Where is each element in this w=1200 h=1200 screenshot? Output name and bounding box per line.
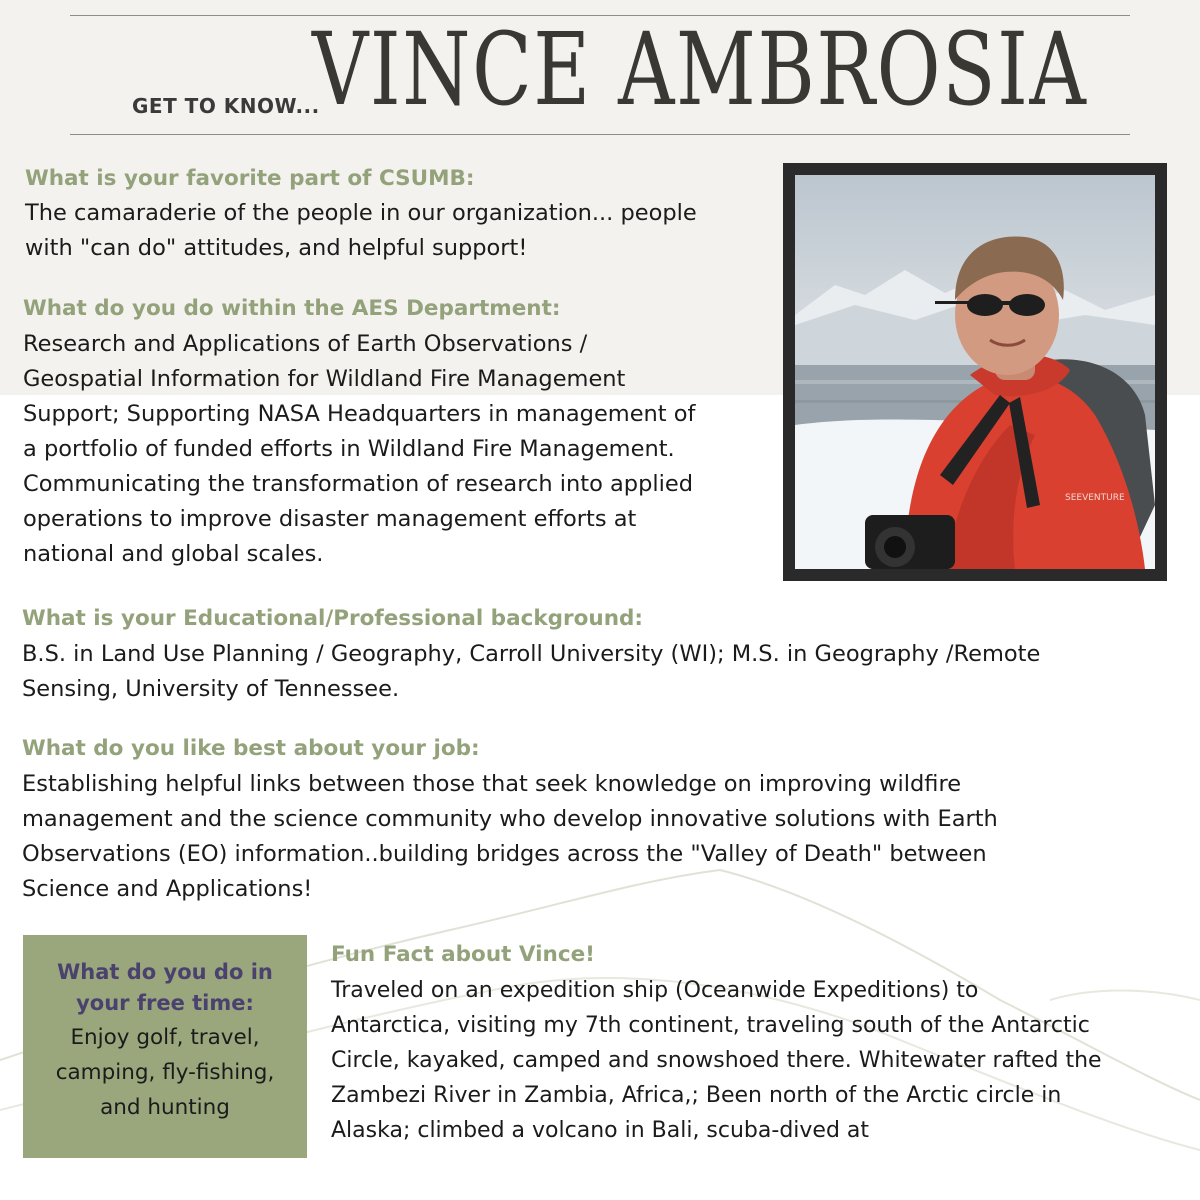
portrait-photo-frame [783,163,1167,581]
answer-aes-department: Research and Applications of Earth Observations / Geospatial Information for Wildland Fire Management Support; Supporting NASA Headquarters in management of a portfolio of funded efforts in Wildland Fire Management. Communicating the transformation of research into applied operations to improve disaster management efforts at national and global scales. [23,331,696,567]
question-like-best-job: What do you like best about your job: [22,736,480,761]
answer-free-time: Enjoy golf, travel, camping, fly-fishing, and hunting [55,1025,275,1120]
header-bottom-rule [70,134,1130,135]
question-educational-background: What is your Educational/Professional background: [22,606,643,631]
answer-favorite-part: The camaraderie of the people in our organization... people with "can do" attitudes, and helpful support! [25,200,697,261]
question-free-time: What do you do in your free time: [57,960,273,1015]
svg-text:SEEVENTURE: SEEVENTURE [1065,493,1125,503]
page-title: VINCE AMBROSIA [312,11,1088,128]
answer-like-best-job: Establishing helpful links between those that seek knowledge on improving wildfire management and the science community who develop innovative solutions with Earth Observations (EO) information..building bridges across the "Valley of Death" between Science and Applications! [22,771,998,902]
question-aes-department: What do you do within the AES Department: [23,296,561,321]
free-time-box [23,935,307,1158]
portrait-photo-icon [795,175,1155,569]
header-intro: GET TO KNOW... [132,94,320,118]
answer-educational-background: B.S. in Land Use Planning / Geography, Carroll University (WI); M.S. in Geography /Remote Sensing, University of Tennessee. [22,641,1041,702]
portrait-photo [795,175,1155,569]
question-favorite-part: What is your favorite part of CSUMB: [25,166,475,191]
answer-fun-fact: Traveled on an expedition ship (Oceanwide Expeditions) to Antarctica, visiting my 7th continent, traveling south of the Antarctic Circle, kayaked, camped and snowshoed there. Whitewater rafted the Zambezi River in Zambia, Africa,; Been north of the Arctic circle in Alaska; climbed a volcano in Bali, scuba-dived at [331,978,1102,1143]
question-fun-fact: Fun Fact about Vince! [331,942,595,967]
